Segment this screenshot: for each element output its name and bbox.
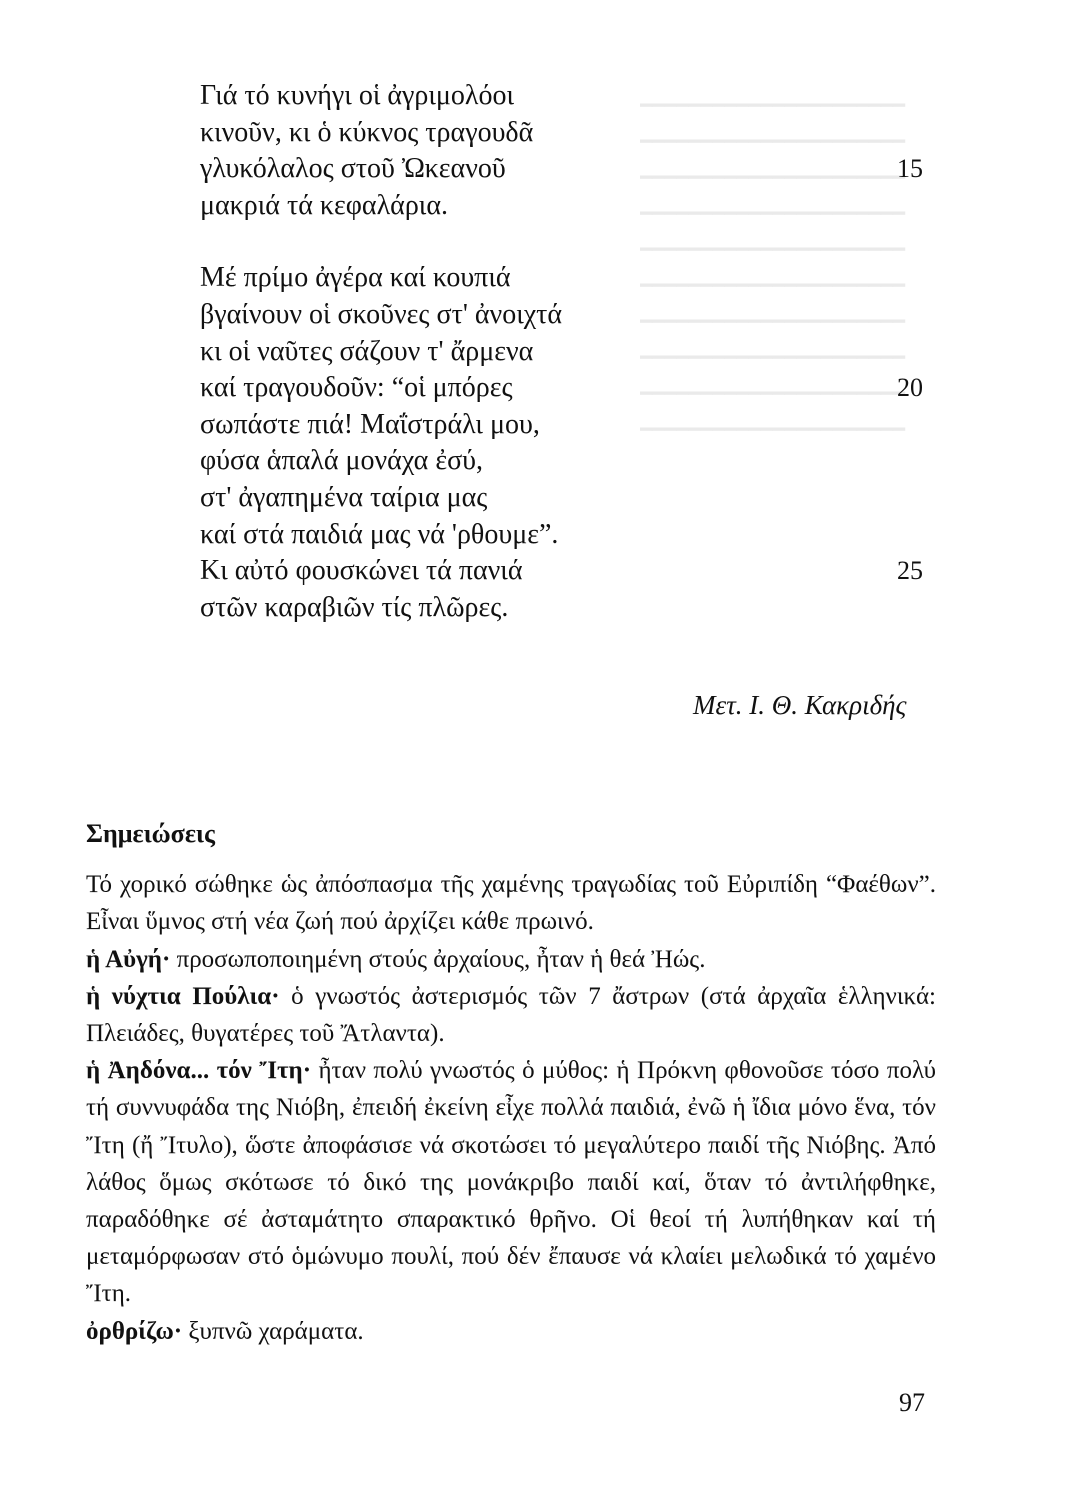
bleed-through-text: ━━━━━━━━━━━━━━━━━━━━━━ ━━━━━━━━━━━━━━━━━━━━━━ ━━━━━━━━━━━━━━━━━━━━━━ ━━━━━━━━━━━━━━━━━━━━━━ ━━━━━━━━━━━━━━━━━━━━━━ ━━━━━━━━━━━━━━━━━━━━━━ ━━━━━━━━━━━━━━━━━━━━━━ ━━━━━━━━━━━━━━━━━━━━━━ ━━━━━━━━━━━━━━━━━━━━━━ ━━━━━━━━━━━━━━━━━━━━━━ xyxy=(640,95,905,441)
notes-section xyxy=(86,815,936,1350)
note-text: Τό χορικό σώθηκε ὡς ἀπόσπασμα τῆς χαμένης τραγωδίας τοῦ Εὐριπίδη “Φαέθων”. Εἶναι ὕμνος στή νέα ζωή πού ἀρχίζει κάθε πρωινό. xyxy=(86,871,936,936)
verse-line xyxy=(200,334,940,371)
verse-line xyxy=(200,553,940,590)
verse-text: καί στά παιδιά μας νά 'ρθουμε”. xyxy=(200,518,559,550)
verse-text: σωπάστε πιά! Μαΐστράλι μου, xyxy=(200,408,540,440)
verse-line xyxy=(200,151,940,188)
verse-text: φύσα ἁπαλά μονάχα ἐσύ, xyxy=(200,445,484,477)
translator-credit: Μετ. Ι. Θ. Κακριδής xyxy=(693,690,907,720)
notes-heading: Σημειώσεις xyxy=(86,819,215,848)
verse-text: γλυκόλαλος στοῦ Ὠκεανοῦ xyxy=(200,153,506,185)
notes-body xyxy=(86,866,936,1350)
line-number: 15 xyxy=(897,154,923,184)
stanza xyxy=(200,260,940,626)
line-number: 20 xyxy=(897,373,923,403)
verse-text: κινοῦν, κι ὁ κύκνος τραγουδᾶ xyxy=(200,116,534,148)
note-paragraph xyxy=(86,866,936,940)
verse-text: Μέ πρίμο ἀγέρα καί κουπιά xyxy=(200,262,511,294)
verse-text: κι οἱ ναῦτες σάζουν τ' ἄρμενα xyxy=(200,335,534,367)
verse-line xyxy=(200,297,940,334)
page-number: 97 xyxy=(899,1388,925,1417)
verse-text: Γιά τό κυνήγι οἱ ἀγριμολόοι xyxy=(200,80,515,111)
note-term: ἡ νύχτια Πούλια· xyxy=(86,982,280,1010)
verse-line xyxy=(200,115,940,152)
verse-text: καί τραγουδοῦν: “οἱ μπόρες xyxy=(200,372,513,404)
verse-text: μακριά τά κεφαλάρια. xyxy=(200,189,449,221)
verse-line xyxy=(200,407,940,444)
verse-line xyxy=(200,260,940,297)
note-text: ὁ γνωστός ἀστερισμός τῶν 7 ἄστρων (στά ἀρχαῖα ἑλληνικά: Πλειάδες, θυγατέρες τοῦ Ἄτλαντα). xyxy=(86,982,936,1048)
note-term: ἡ Ἀηδόνα... τόν Ἴτη· xyxy=(86,1057,312,1085)
stanza xyxy=(200,78,940,224)
verse-line xyxy=(200,78,940,115)
note-term: ἡ Αὐγή· xyxy=(86,945,171,973)
note-paragraph xyxy=(86,1052,936,1312)
verse-text: στῶν καραβιῶν τίς πλῶρες. xyxy=(200,591,509,623)
line-number: 25 xyxy=(897,556,923,586)
note-paragraph xyxy=(86,941,936,978)
note-text: ἦταν πολύ γνωστός ὁ μύθος: ἡ Πρόκνη φθονοῦσε τόσο πολύ τή συννυφάδα της Νιόβη, ἐπειδή ἐκείνη εἶχε πολλά παιδιά, ἐνῶ ἡ ἴδια μόνο ἕνα, τόν Ἴτη (ἤ Ἴτυλο), ὥστε ἀποφάσισε νά σκοτώσει τό μεγαλύτερο παιδί τῆς Νιόβης. Ἀπό λάθος ὅμως σκότωσε τό δικό της μονάκριβο παιδί καί, ὅταν τό ἀντιλήφθηκε, παραδόθηκε σέ ἀσταμάτητο σπαρακτικό θρῆνο. Οἱ θεοί τή λυπήθηκαν καί τή μεταμόρφωσαν στό ὁμώνυμο πουλί, πού δέν ἔπαυσε νά κλαίει μελωδικά τό χαμένο Ἴτη. xyxy=(86,1057,936,1308)
verse-line xyxy=(200,443,940,480)
verse-line xyxy=(200,517,940,554)
verse-text: Κι αὐτό φουσκώνει τά πανιά xyxy=(200,555,523,587)
note-text: ξυπνῶ χαράματα. xyxy=(182,1317,364,1345)
verse-line xyxy=(200,590,940,627)
note-text: προσωποποιημένη στούς ἀρχαίους, ἦταν ἡ θεά Ἠώς. xyxy=(170,945,706,973)
verse-text: βγαίνουν οἱ σκοῦνες στ' ἀνοιχτά xyxy=(200,298,563,330)
note-paragraph xyxy=(86,1313,936,1350)
verse-line xyxy=(200,370,940,407)
verse-text: στ' ἀγαπημένα ταίρια μας xyxy=(200,481,488,513)
poem xyxy=(200,78,940,626)
verse-line xyxy=(200,188,940,225)
note-paragraph xyxy=(86,978,936,1052)
note-term: ὀρθρίζω· xyxy=(86,1317,183,1345)
verse-line xyxy=(200,480,940,517)
